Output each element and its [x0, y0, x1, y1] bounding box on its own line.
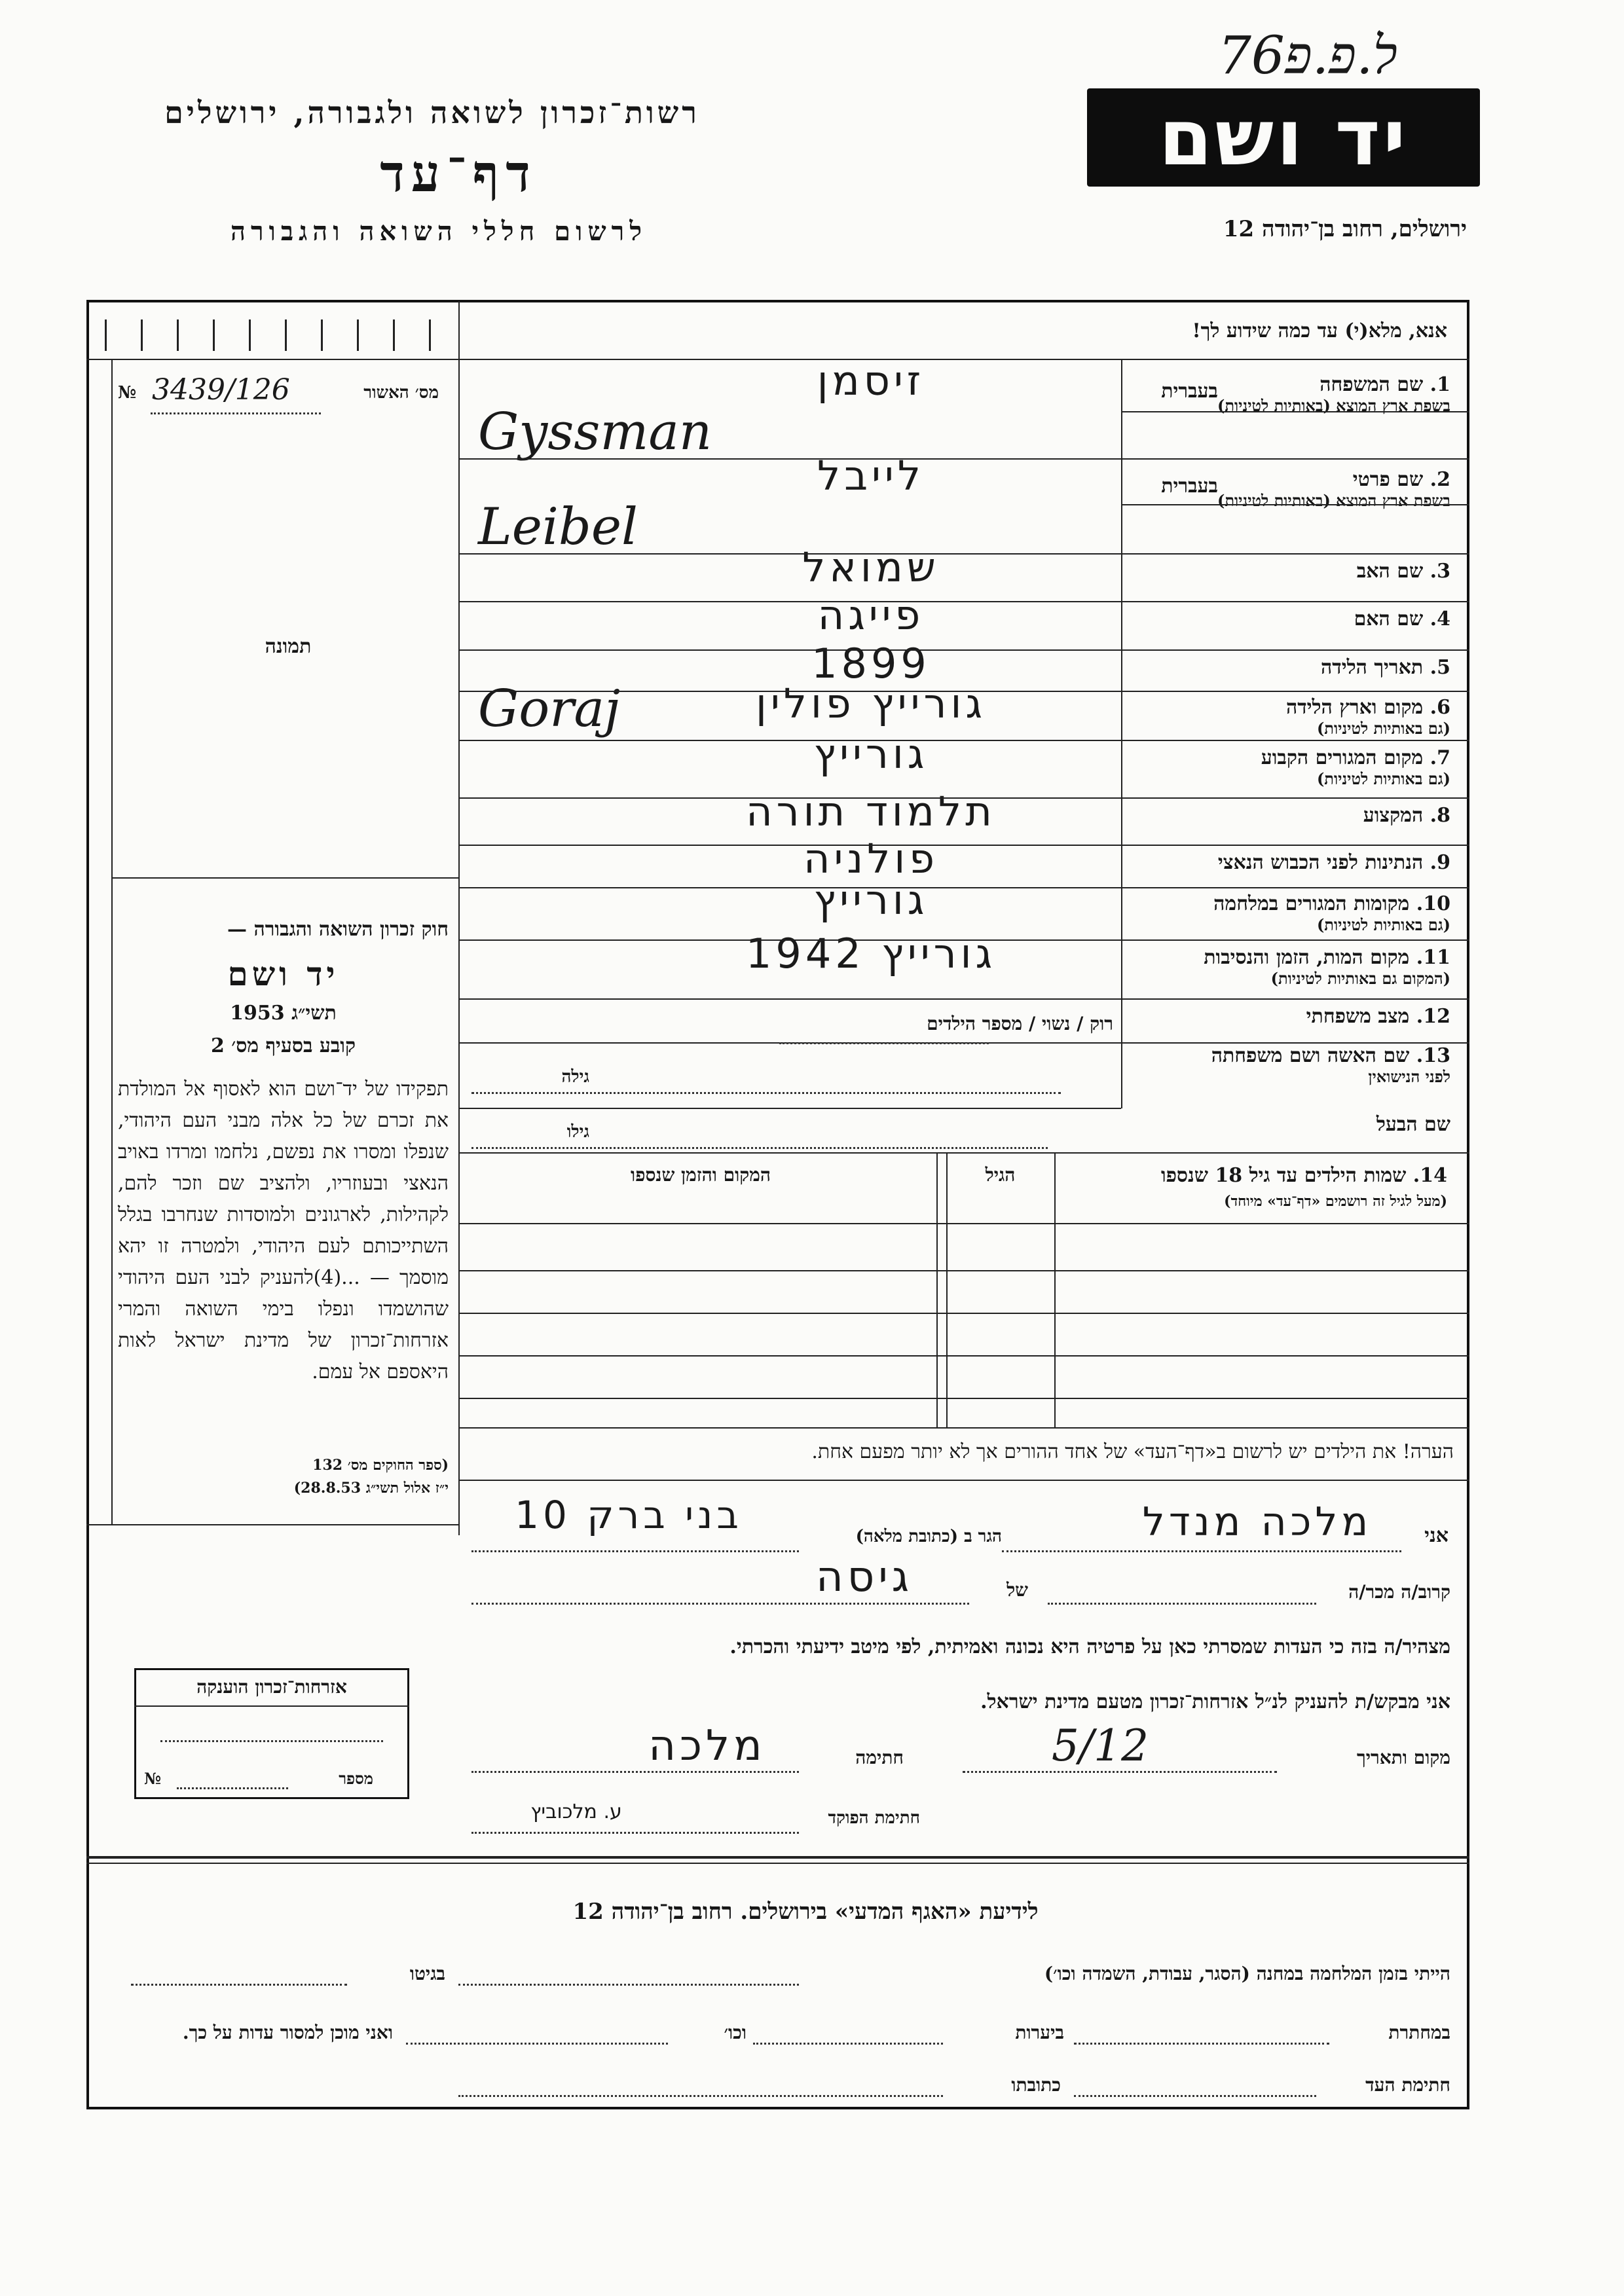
relation-value: גיסה — [815, 1553, 913, 1601]
field-row-12 — [1126, 1005, 1450, 1028]
field-label — [1126, 746, 1450, 769]
field-label — [1126, 656, 1450, 679]
field-value-hebrew: 1899 — [811, 640, 931, 687]
field-label — [1126, 1113, 1450, 1136]
field-number: 8. — [1430, 804, 1450, 827]
officer-label: חתימת הפוקד — [828, 1808, 920, 1828]
marital-status-options: רוק / נשוי / מספר הילדים — [927, 1013, 1113, 1034]
row-divider — [458, 553, 1469, 555]
citizenship-number-prefix: № — [144, 1769, 162, 1788]
field-label — [1126, 1005, 1450, 1028]
field-note: (המקום גם באותיות לטיניות) — [1270, 969, 1450, 988]
field-value-hebrew: שמואל — [802, 543, 940, 591]
field-row-11 — [1126, 946, 1450, 989]
approval-label: מס׳ האשור — [363, 383, 439, 403]
field-value-hebrew: פולניה — [803, 835, 939, 883]
approval-number: 3439/126 — [152, 373, 290, 407]
approval-number-prefix: № — [118, 383, 137, 403]
law-body: תפקידו של יד־ושם הוא לאסוף אל המולדת את זכרם של כל אלה מבני העם היהודי, שנפלו ומסרו את נפשם, נלחמו ומרדו באויב הנאצי ובעוזריו, ולהציב שם וזכר להם, לקהילות, לארגונים ולמוסדות שנחרבו בגלל השתייכותם לעם היהודי, ולמטרה זו יהא מוסמך — ...(4)להעניק לבני העם היהודי שהושמדו ונפלו בימי השואה והמרי אזרחות־זכרון של מדינת ישראל לאות היאספם אל עמם. — [118, 1078, 449, 1383]
row-divider — [458, 601, 1469, 602]
hebrew-tag: בעברית — [1161, 380, 1218, 403]
field-number: 5. — [1430, 656, 1450, 679]
field-label-text: שם האב — [1356, 560, 1424, 583]
row-subdivider — [1121, 411, 1469, 412]
science-line2-c: וכו׳ — [724, 2022, 747, 2043]
citizenship-title: אזרחות־זכרון הוענקה — [196, 1676, 347, 1698]
field-number: 12. — [1416, 1005, 1450, 1028]
field-label-text: שם הבעל — [1376, 1113, 1450, 1136]
citizenship-number-label: מספר — [339, 1769, 373, 1788]
field-value-latin: Leibel — [478, 498, 638, 556]
photo-label: תמונה — [265, 635, 312, 658]
science-line1-b: בגיטו — [409, 1963, 445, 1984]
field-row-3 — [1126, 560, 1450, 583]
children-note: (מעל לגיל זה רושמים «דף־עד» מיוחד) — [1224, 1193, 1447, 1210]
row-divider — [458, 740, 1469, 741]
field-value-hebrew: לייבל — [817, 452, 925, 500]
remark: הערה! את הילדים יש לרשום ב«דף־העד» של אחד ההורים אך לא יותר מפעם אחת. — [811, 1440, 1454, 1463]
field-label-text: מקום המגורים הקבוע — [1261, 746, 1424, 769]
children-place-header: המקום והזמן שנספו — [631, 1164, 771, 1186]
wife-age-label: גילה — [561, 1067, 589, 1087]
field-row-13 — [1126, 1044, 1450, 1087]
org-name: רשות־זכרון לשואה ולגבורה, ירושלים — [164, 95, 700, 130]
field-number: 7. — [1430, 746, 1450, 769]
field-label-text: שם פרטי — [1352, 468, 1424, 491]
field-label — [1126, 696, 1450, 719]
declaration-text: מצהיר/ה בזה כי העדות שמסרתי כאן על פרטיה היא נכונה ואמיתית, לפי מיטב ידיעתי והכרתי. — [729, 1635, 1450, 1658]
field-number: 2. — [1430, 468, 1450, 491]
tick-strip — [105, 319, 445, 351]
field-note: בשפת ארץ המוצא (באותיות לטיניות) — [1217, 491, 1450, 510]
children-age-header: הגיל — [985, 1164, 1016, 1186]
husband-age-label: גילו — [566, 1122, 589, 1142]
header-address: ירושלים, רחוב בן־יהודה 12 — [1223, 216, 1467, 242]
field-value-hebrew: תלמוד תורה — [746, 788, 996, 835]
address-label: הגר ב (כתובת מלאה) — [855, 1527, 1002, 1546]
field-value-latin: Goraj — [478, 680, 621, 738]
field-row-8 — [1126, 804, 1450, 827]
field-note: (גם באותיות לטיניות) — [1316, 719, 1450, 738]
row-divider — [458, 797, 1469, 799]
yad-vashem-logo: יד ושם — [1087, 88, 1480, 187]
field-label — [1126, 1044, 1450, 1067]
field-number: 13. — [1416, 1044, 1450, 1067]
field-row-6 — [1126, 696, 1450, 738]
relative-label: קרוב/ה מכר/ה — [1348, 1581, 1450, 1603]
law-year: תשי״ג 1953 — [230, 1002, 337, 1025]
field-row-14 — [1126, 1113, 1450, 1136]
field-value-hebrew: גורייץ — [813, 876, 929, 924]
field-number: 10. — [1416, 892, 1450, 915]
field-label — [1126, 946, 1450, 969]
field-row-10 — [1126, 892, 1450, 935]
row-divider — [458, 887, 1469, 888]
field-number: 3. — [1430, 560, 1450, 583]
science-line3-b: כתובתו — [1011, 2074, 1061, 2096]
field-label-text: המקצוע — [1363, 804, 1424, 827]
field-value-hebrew: זיסמן — [817, 357, 925, 405]
science-line2-a: במחתרת — [1388, 2022, 1450, 2043]
officer-stamp: ע. מלכוביץ — [530, 1800, 622, 1823]
field-value-latin: Gyssman — [478, 403, 712, 462]
field-note: לפני הנישואין — [1368, 1067, 1450, 1086]
field-number: 6. — [1430, 696, 1450, 719]
of-label: של — [1006, 1579, 1028, 1601]
law-name: יד ושם — [227, 955, 339, 993]
signature-value: מלכה — [648, 1722, 766, 1770]
field-value-hebrew: גורייץ 1942 — [745, 930, 997, 977]
field-row-9 — [1126, 851, 1450, 874]
field-label-text: מצב משפחתי — [1306, 1005, 1410, 1028]
field-note: (גם באותיות לטיניות) — [1316, 915, 1450, 934]
children-label — [1061, 1164, 1447, 1187]
field-label — [1126, 560, 1450, 583]
field-label — [1126, 892, 1450, 915]
field-row-4 — [1126, 608, 1450, 630]
archive-number: 7ל.פ.פ6 — [1218, 25, 1397, 86]
science-line3-a: חתימת העד — [1365, 2074, 1450, 2096]
field-value-hebrew: פייגה — [817, 591, 925, 639]
science-line2-d: ואני מוכן למסור עדות על כך. — [182, 2022, 393, 2043]
children-title: שמות הילדים עד גיל 18 שנספו — [1160, 1164, 1407, 1187]
law-source-2: י״ז אלול תשי״ג 28.8.53) — [293, 1480, 449, 1497]
science-title: לידיעת «האגף המדעי» בירושלים. רחוב בן־יהודה 12 — [572, 1899, 1039, 1925]
hebrew-tag: בעברית — [1161, 475, 1218, 498]
row-divider — [458, 845, 1469, 846]
field-label-text: מקומות המגורים במלחמה — [1213, 892, 1410, 915]
field-label-text: הנתינות לפני הכבוש הנאצי — [1217, 851, 1424, 874]
law-title: חוק זכרון השואה והגבורה — — [227, 918, 449, 941]
field-label — [1126, 804, 1450, 827]
field-label — [1126, 608, 1450, 630]
field-row-7 — [1126, 746, 1450, 789]
field-number: 11. — [1416, 946, 1450, 969]
field-label-text: מקום וארץ הלידה — [1285, 696, 1424, 719]
instructions: אנא, מלא(י) עד כמה שידוע לך! — [1192, 319, 1447, 342]
field-label — [1126, 851, 1450, 874]
address-value: בני ברק 10 — [515, 1493, 743, 1537]
field-note: בשפת ארץ המוצא (באותיות לטיניות) — [1217, 396, 1450, 415]
science-line2-b: ביערות — [1015, 2022, 1064, 2043]
field-row-5 — [1126, 656, 1450, 679]
signature-label: חתימה — [855, 1747, 904, 1768]
place-date-label: מקום ותאריך — [1356, 1747, 1450, 1768]
row-subdivider — [1121, 504, 1469, 505]
law-source-1: (ספר החוקים מס׳ 132 — [312, 1457, 449, 1474]
row-divider — [458, 458, 1469, 460]
declarant-i-label: אני — [1424, 1524, 1449, 1547]
field-label-text: שם האם — [1354, 608, 1424, 630]
row-divider — [458, 998, 1469, 1000]
form-subtitle: לרשום חללי השואה והגבורה — [230, 216, 648, 247]
field-value-hebrew: גורייץ פולין — [756, 680, 986, 727]
row-divider — [458, 939, 1469, 941]
row-divider — [458, 691, 1469, 692]
declarant-name: מלכה מנדל — [1142, 1499, 1373, 1545]
field-number: 1. — [1430, 373, 1450, 396]
request-text: אני מבקש/ת להעניק לנ״ל אזרחות־זכרון מטעם מדינת ישראל. — [980, 1690, 1450, 1713]
field-value-hebrew: גורייץ — [813, 730, 929, 778]
field-label-text: תאריך הלידה — [1321, 656, 1424, 679]
science-line1-a: הייתי בזמן המלחמה במחנה (הסגר, עבודת, השמדה וכו׳) — [1044, 1963, 1450, 1984]
place-date-value: 5/12 — [1051, 1721, 1149, 1771]
field-number: 9. — [1430, 851, 1450, 874]
law-clause: קובע בסעיף מס׳ 2 — [210, 1034, 356, 1057]
form-title: דף־עד — [380, 144, 537, 204]
children-num: 14. — [1412, 1164, 1447, 1187]
field-label-text: מקום המות, הזמן והנסיבות — [1204, 946, 1410, 969]
field-note: (גם באותיות לטיניות) — [1316, 769, 1450, 788]
field-label-text: שם האשה ושם משפחתה — [1211, 1044, 1410, 1067]
row-divider — [458, 649, 1469, 651]
field-number: 4. — [1430, 608, 1450, 630]
field-label-text: שם המשפחה — [1320, 373, 1424, 396]
